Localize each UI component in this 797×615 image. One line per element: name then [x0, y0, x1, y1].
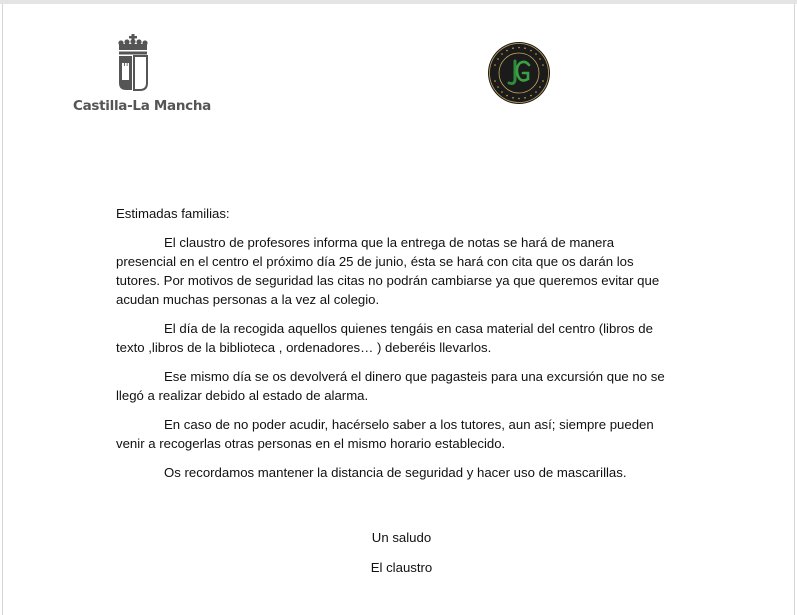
paragraph-refund: Ese mismo día se os devolverá el dinero que pagasteis para una excursión que no se llegó a realizar debido al estado de alarma.	[116, 369, 665, 403]
logo-wordmark: Castilla-La Mancha	[73, 98, 211, 114]
castilla-la-mancha-logo	[73, 34, 211, 120]
document-page	[2, 4, 795, 615]
paragraph-safety-reminder: Os recordamos mantener la distancia de seguridad y hacer uso de mascarillas.	[164, 465, 627, 480]
farewell: Un saludo	[371, 530, 432, 545]
paragraph-return-materials: El día de la recogida aquellos quienes tengáis en casa material del centro (libros de texto ,libros de la biblioteca , ordenadores… ) deberéis llevarlos.	[116, 321, 653, 355]
paragraph-cannot-attend: En caso de no poder acudir, hacérselo saber a los tutores, aun así; siempre pueden venir a recogerlas otras personas en el mismo horario establecido.	[116, 417, 654, 451]
letter-body	[116, 204, 676, 492]
crown-tower-icon	[115, 34, 151, 96]
school-emblem-logo	[487, 41, 551, 105]
signature: El claustro	[370, 560, 433, 575]
paragraph-grades-delivery: El claustro de profesores informa que la entrega de notas se hará de manera presencial en el centro el próximo día 25 de junio, ésta se hará con cita que os darán los tutores. Por motivos de seguridad las citas no podrán cambiarse ya que queremos evitar que acudan muchas personas a la vez al colegio.	[116, 235, 660, 307]
salutation: Estimadas familias:	[116, 206, 230, 221]
